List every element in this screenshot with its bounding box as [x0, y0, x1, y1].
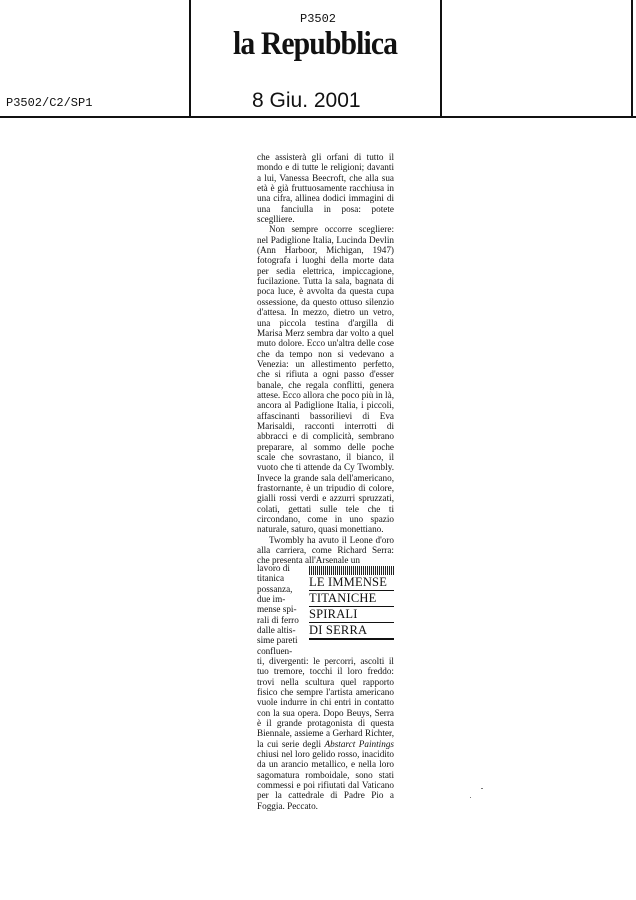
narrow-text — [257, 563, 303, 656]
article-continuation — [257, 656, 394, 811]
headline-line: DI SERRA — [309, 623, 394, 640]
scan-speck — [481, 788, 483, 789]
narrow-line: due im- — [257, 594, 286, 605]
headline-line: LE IMMENSE — [309, 575, 394, 591]
narrow-line: rali di ferro — [257, 614, 299, 625]
article-paragraph-4: ti, divergenti: le percorri, ascolti il tuo tremore, tocchi il loro freddo: trovi nella scultura quel rapporto fisico che sempre l'artista americano vuole indurre in chi entri in contatto con la sua opera. Dopo Beuys, Serra è il grande protagonista di questa Biennale, assieme a Gerhard Richter, la cui serie degli Abstarct Paintings chiusi nel loro gelido rosso, inacidito da un arancio metallico, e nella loro sagomatura romboidale, sono stati commessi e poi rifiutati dal Vaticano per la cattedrale di Padre Pio a Foggia. Peccato. — [257, 656, 394, 811]
document-code-top: P3502 — [300, 12, 337, 26]
headline-line: TITANICHE — [309, 591, 394, 607]
header — [0, 0, 636, 118]
scan-speck — [470, 797, 471, 798]
narrow-line: confluen- — [257, 645, 293, 656]
headline-line: SPIRALI — [309, 607, 394, 623]
article-column — [257, 152, 394, 566]
article-paragraph-1: che assisterà gli orfani di tutto il mondo e di tutte le religioni; davanti a lui, Vanessa Beecroft, che alla sua età è già fruttuosamente racchiusa in una cifra, allinea dodici immagini di una fanciulla in posa: potete sceglliere. — [257, 152, 394, 225]
narrow-line: possanza, — [257, 583, 293, 594]
box-headline — [309, 566, 394, 640]
left-rule — [189, 0, 191, 118]
narrow-line: lavoro di — [257, 563, 290, 573]
article-paragraph-3: Twombly ha avuto il Leone d'oro alla carriera, come Richard Serra: che presenta all'Arsenale un — [257, 534, 394, 566]
narrow-line: sime pareti — [257, 635, 298, 646]
italic-title: Abstarct Paintings — [324, 738, 394, 749]
header-bottom-rule — [0, 116, 636, 118]
newspaper-masthead: la Repubblica — [233, 26, 398, 62]
headline-pattern-band — [309, 566, 394, 575]
right-rule — [440, 0, 442, 118]
publication-date: 8 Giu. 2001 — [252, 89, 361, 112]
narrow-line: titanica — [257, 573, 285, 584]
article-paragraph-2: Non sempre occorre scegliere: nel Padiglione Italia, Lucinda Devlin (Ann Harboor, Michigan, 1947) fotografa i luoghi della morte data per sedia elettrica, impiccagione, fucilazione. Tutta la sala, bagnata di poca luce, è avvolta da questa cupa ossessione, da questo ottuso silenzio d'attesa. In mezzo, dietro un vetro, una piccola testina d'argilla di Marisa Merz sembra dar volto a quel muto dolore. Ecco un'altra delle cose che da tempo non si vedevano a Venezia: un allestimento perfetto, che si rifiuta a ogni passo d'esser banale, che regala conflitti, genera attese. Ecco allora che poco più in là, ancora al Padiglione Italia, i piccoli, affascinanti bassorilievi di Eva Marisaldi, racconti interrotti di abbracci e di complicità, sembrano preparare, al sommo delle poche scale che sovrastano, il bianco, il vuoto che ti attende da Cy Twombly. Invece la grande sala dell'americano, frastornante, è un tripudio di colore, gialli rossi verdi e azzurri spruzzati, colati, gettati sulle tele che ti circondano, come in uno spazio naturale, saturo, quasi monettiano. — [257, 224, 394, 535]
edge-rule — [631, 0, 633, 118]
narrow-line: dalle altis- — [257, 625, 296, 636]
document-code-left: P3502/C2/SP1 — [6, 96, 93, 110]
narrow-line: mense spi- — [257, 604, 297, 615]
